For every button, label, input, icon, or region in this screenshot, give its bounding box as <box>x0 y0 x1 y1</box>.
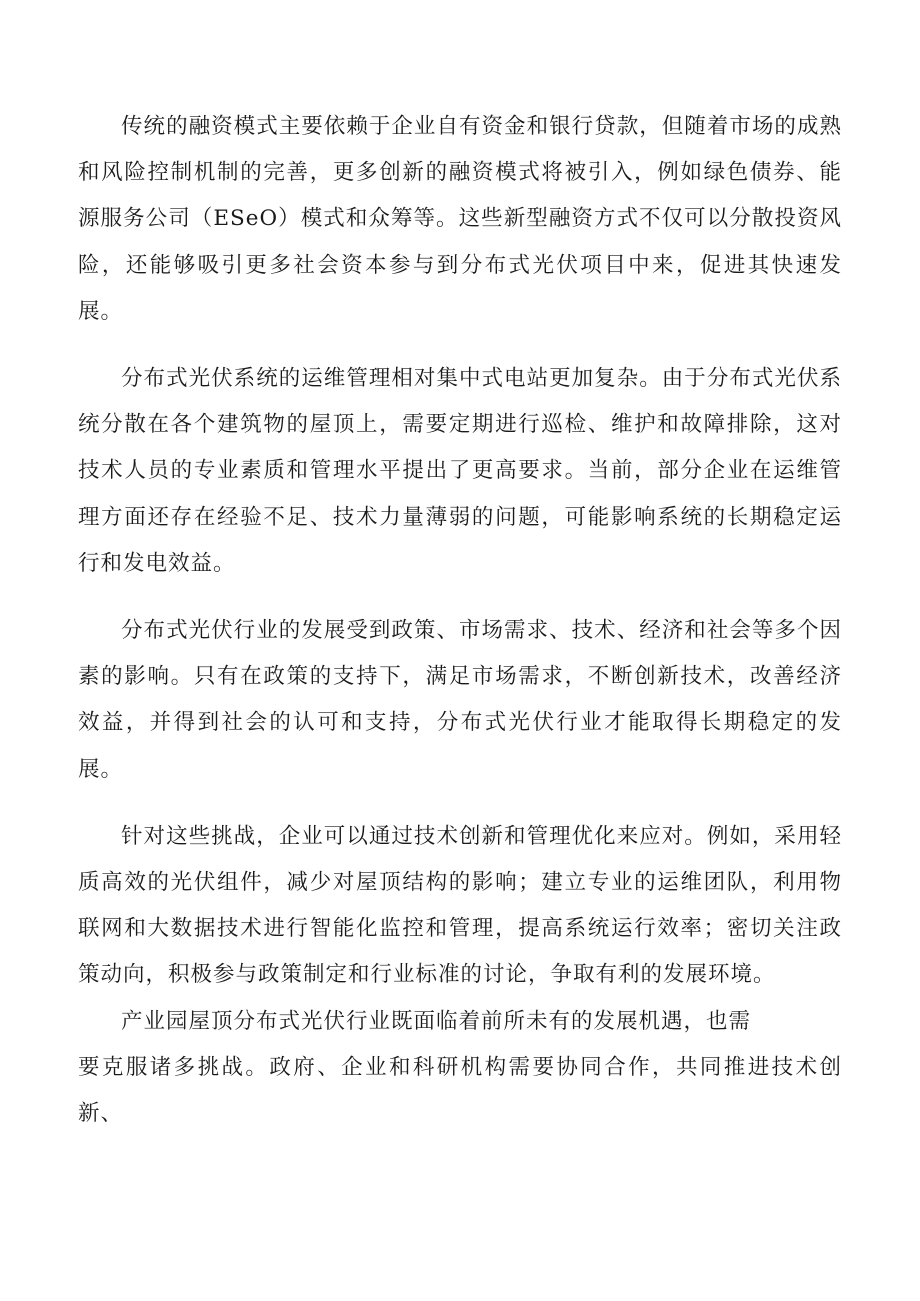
paragraph-financing-models: 传统的融资模式主要依赖于企业自有资金和银行贷款，但随着市场的成熟和风险控制机制的完善，更多创新的融资模式将被引入，例如绿色债券、能源服务公司（ESeO）模式和众筹等。这些新型融资方式不仅可以分散投资风险，还能够吸引更多社会资本参与到分布式光伏项目中来，促进其快速发展。 <box>78 114 842 324</box>
paragraph-opportunities-line-1: 产业园屋顶分布式光伏行业既面临着前所未有的发展机遇，也需 <box>121 1008 752 1034</box>
paragraph-development-factors: 分布式光伏行业的发展受到政策、市场需求、技术、经济和社会等多个因素的影响。只有在政策的支持下，满足市场需求，不断创新技术，改善经济效益，并得到社会的认可和支持，分布式光伏行业才能取得长期稳定的发展。 <box>78 618 842 782</box>
paragraph-opportunities-line-2: 要克服诸多挑战。政府、企业和科研机构需要协同合作，共同推进技术创新、 <box>78 1054 842 1127</box>
paragraph-operation-maintenance: 分布式光伏系统的运维管理相对集中式电站更加复杂。由于分布式光伏系统分散在各个建筑物的屋顶上，需要定期进行巡检、维护和故障排除，这对技术人员的专业素质和管理水平提出了更高要求。当前，部分企业在运维管理方面还存在经验不足、技术力量薄弱的问题，可能影响系统的长期稳定运行和发电效益。 <box>78 366 842 576</box>
paragraph-coping-strategies: 针对这些挑战，企业可以通过技术创新和管理优化来应对。例如，采用轻质高效的光伏组件，减少对屋顶结构的影响；建立专业的运维团队，利用物联网和大数据技术进行智能化监控和管理，提高系统运行效率；密切关注政策动向，积极参与政策制定和行业标准的讨论，争取有利的发展环境。 <box>78 823 842 988</box>
document-body <box>78 104 842 1137</box>
